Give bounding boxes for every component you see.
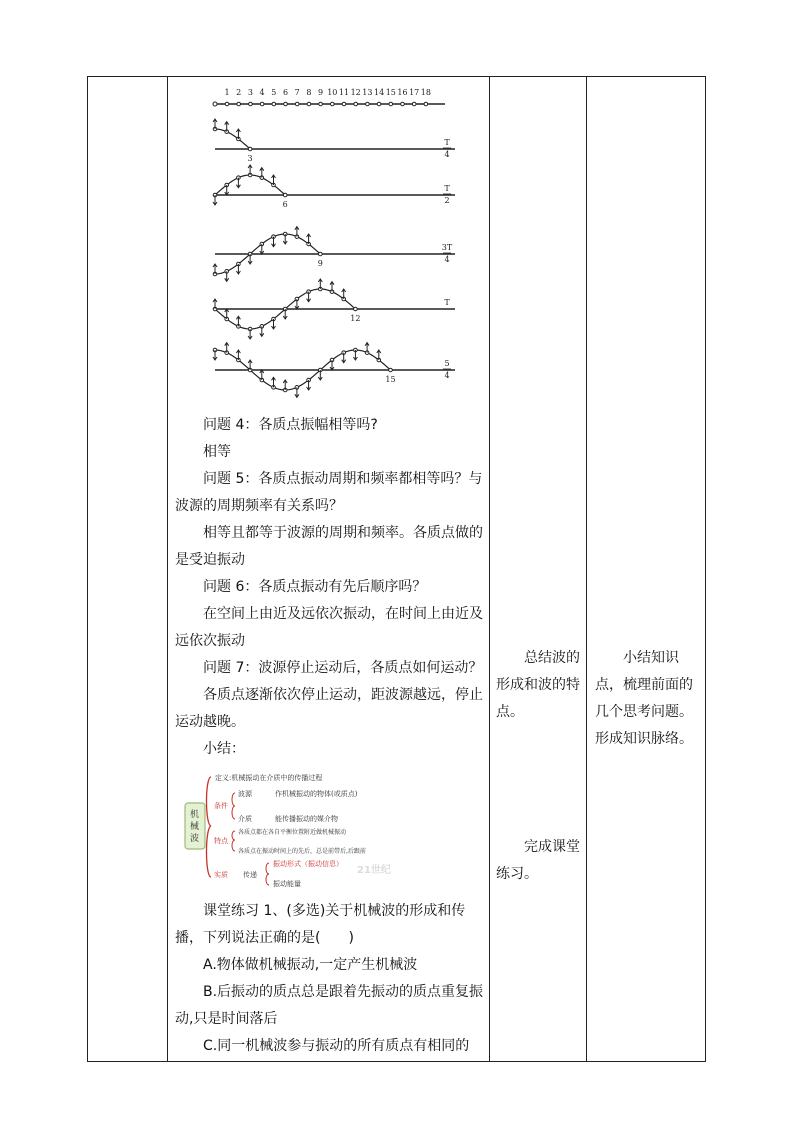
particle-point (354, 102, 358, 106)
exercise-option-c: C.同一机械波参与振动的所有质点有相同的 (203, 1038, 470, 1054)
particle-point (377, 102, 381, 106)
question-6: 问题 6：各质点振动有先后顺序吗？ (203, 579, 427, 595)
point-number: 3 (247, 88, 253, 97)
answer-4: 相等 (203, 444, 231, 460)
particle-point (283, 193, 287, 197)
point-number: 17 (409, 88, 420, 97)
point-number: 2 (236, 88, 242, 97)
front-point-label: 15 (385, 375, 396, 384)
design-intent-cell (588, 77, 705, 1061)
front-point-label: 12 (350, 314, 361, 323)
question-7: 问题 7：波源停止运动后，各质点如何运动？ (203, 660, 483, 676)
particle-point (272, 102, 276, 106)
front-point-label: 3 (247, 154, 253, 163)
particle-point (412, 102, 416, 106)
design-intent: 小结知识点，梳理前面的几个思考问题。形成知识脉络。 (595, 650, 693, 747)
mindmap-feature-1: 各质点都在各自平衡位置附近做机械振动 (238, 829, 347, 836)
mindmap-essence-sub-1: 振动形式（振动信息） (273, 860, 343, 868)
point-number: 18 (420, 88, 431, 97)
teacher-activity-1: 总结波的形成和波的特点。 (496, 650, 580, 720)
wave-propagation-figure (175, 77, 485, 409)
mindmap-definition: 定义:机械振动在介质中的传播过程 (215, 774, 323, 782)
particle-point (319, 102, 323, 106)
particle-point (342, 102, 346, 106)
point-number: 15 (385, 88, 396, 97)
mindmap-condition-2-desc: 能传播振动的媒介物 (275, 815, 338, 823)
source-point (213, 102, 217, 106)
time-label-denominator: 4 (444, 371, 450, 380)
mindmap-condition-2: 介质 (238, 815, 252, 823)
point-number: 10 (327, 88, 338, 97)
mindmap-root-char-2: 械 (190, 822, 200, 832)
point-number: 14 (374, 88, 385, 97)
answer-7: 各质点逐渐依次停止运动，距波源越远，停止运动越晚。 (175, 687, 483, 730)
column-divider (167, 77, 168, 1061)
mindmap-root-char-3: 波 (190, 834, 200, 844)
particle-point (389, 368, 393, 372)
particle-point (331, 102, 335, 106)
mindmap-condition-1-desc: 作机械振动的物体(或质点) (275, 790, 358, 798)
point-number: 16 (397, 88, 408, 97)
point-number: 5 (271, 88, 277, 97)
point-number: 11 (338, 88, 350, 97)
mindmap-essence-item: 传递 (243, 871, 257, 879)
mindmap-watermark: 21世纪 (357, 865, 391, 876)
lesson-table (87, 76, 706, 1062)
time-label-numerator: 3T (441, 243, 453, 252)
summary-mindmap (181, 769, 441, 889)
answer-5: 相等且都等于波源的周期和频率。各质点做的是受迫振动 (175, 525, 483, 568)
point-number: 12 (350, 88, 361, 97)
mindmap-condition-1: 波源 (238, 790, 252, 798)
particle-point (248, 147, 252, 151)
mindmap-feature-label: 特点 (214, 837, 228, 845)
particle-point (295, 102, 299, 106)
summary-label: 小结： (203, 741, 245, 757)
exercise-option-b: B.后振动的质点总是跟着先振动的质点重复振动,只是时间落后 (175, 984, 484, 1027)
time-label-denominator: 2 (444, 196, 450, 205)
point-number: 9 (318, 88, 324, 97)
particle-point (307, 102, 311, 106)
question-5: 问题 5：各质点振动周期和频率都相等吗？与波源的周期频率有关系吗？ (175, 471, 483, 514)
mindmap-essence-label: 实质 (214, 871, 228, 879)
time-label-numerator: T (444, 138, 450, 147)
point-number: 6 (282, 88, 289, 97)
particle-point (237, 102, 241, 106)
front-point-label: 9 (317, 259, 323, 268)
mindmap-essence-sub-2: 振动能量 (273, 880, 301, 888)
particle-point (354, 307, 358, 311)
time-label-denominator: 4 (444, 150, 450, 159)
particle-point (225, 102, 229, 106)
particle-point (249, 102, 253, 106)
time-label-numerator: 5 (444, 359, 450, 368)
question-4: 问题 4：各质点振幅相等吗? (203, 417, 378, 433)
mindmap-root-char-1: 机 (190, 810, 200, 820)
wave-curve (215, 129, 249, 148)
particle-point (401, 102, 405, 106)
answer-6: 在空间上由近及远依次振动，在时间上由近及远依次振动 (175, 606, 483, 649)
particle-point (424, 102, 428, 106)
teacher-activity-2: 完成课堂练习。 (496, 839, 580, 882)
exercise-stem: 课堂练习 1、(多选)关于机械波的形成和传播，下列说法正确的是( ) (175, 903, 466, 946)
exercise-option-a: A.物体做机械振动,一定产生机械波 (203, 957, 418, 973)
particle-point (319, 252, 323, 256)
teacher-activity-cell (491, 77, 587, 1061)
point-number: 7 (294, 88, 300, 97)
point-number: 13 (362, 88, 373, 97)
particle-point (284, 102, 288, 106)
particle-point (366, 102, 370, 106)
particle-point (389, 102, 393, 106)
time-label-numerator: T (444, 298, 450, 307)
mindmap-condition-label: 条件 (214, 802, 228, 810)
time-label-denominator: 4 (444, 255, 450, 264)
front-point-label: 6 (282, 200, 288, 209)
time-label-numerator: T (444, 184, 450, 193)
point-number: 1 (224, 88, 230, 97)
point-number: 4 (259, 88, 265, 97)
mindmap-feature-2: 各质点在振动时间上的先后，总是前带后,后跟前 (238, 848, 366, 855)
particle-point (260, 102, 264, 106)
point-number: 8 (306, 88, 312, 97)
